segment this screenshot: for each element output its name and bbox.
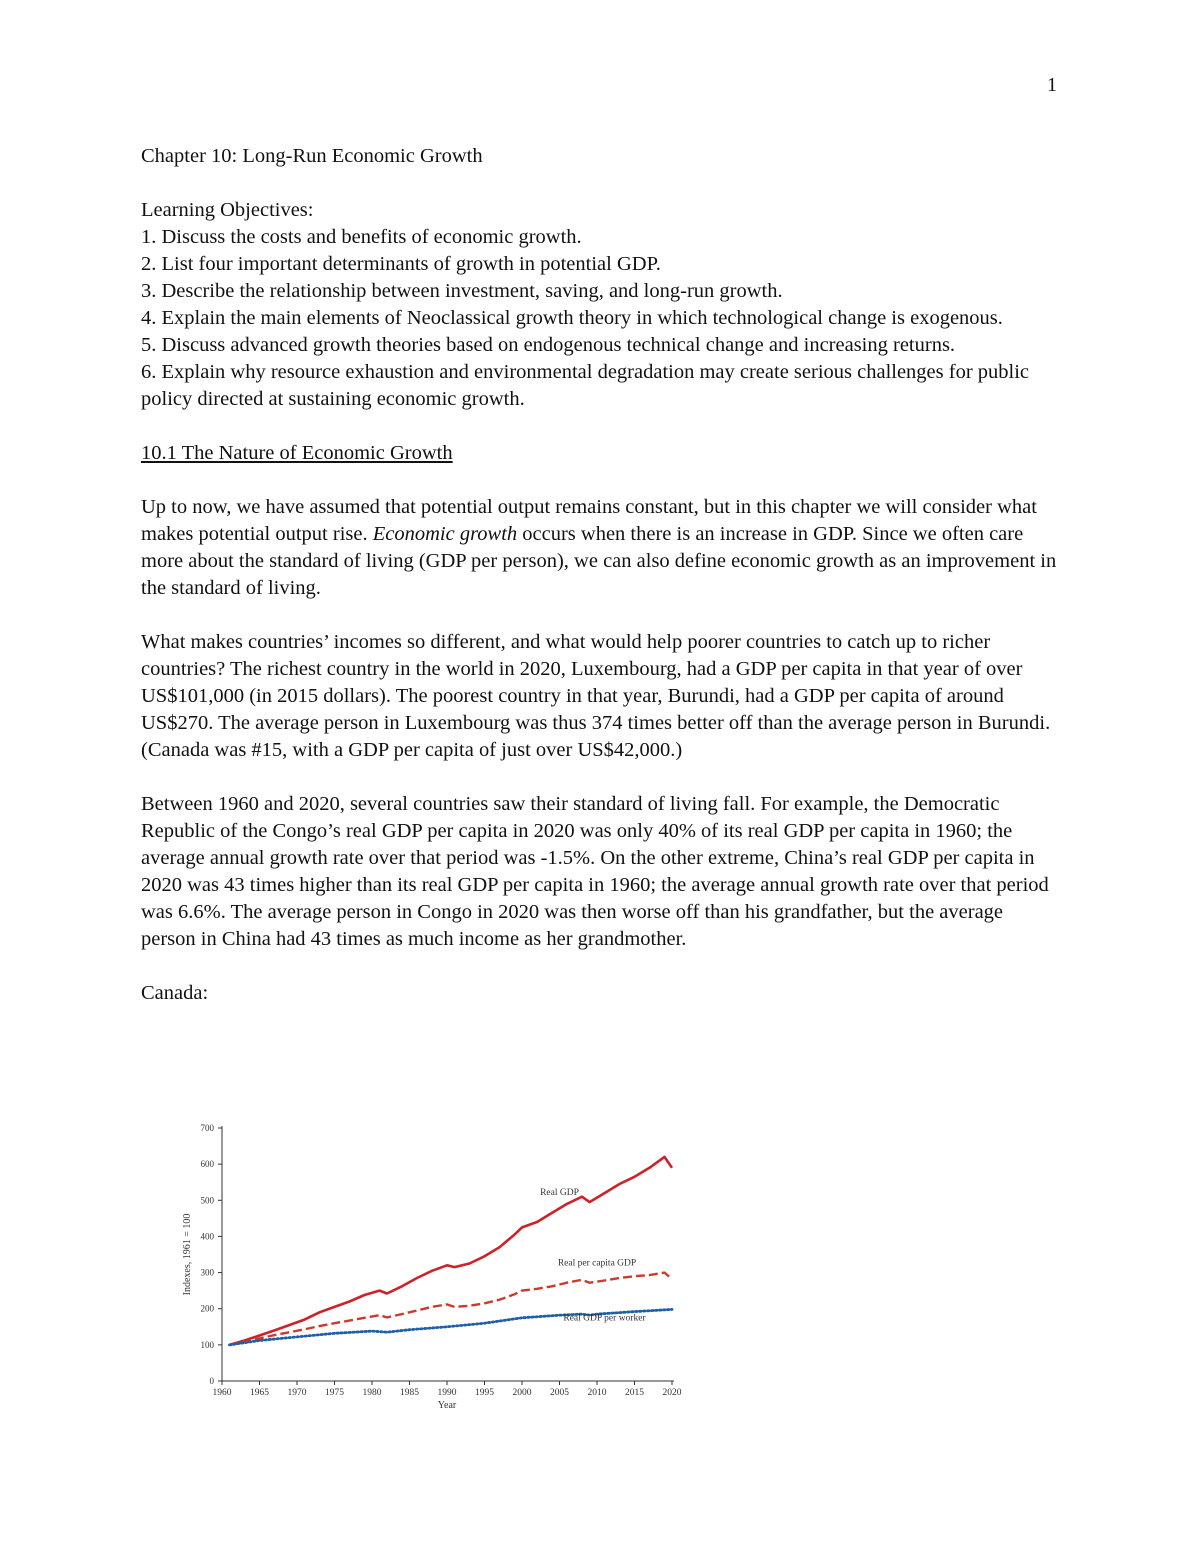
paragraph-text: Up to now, we have assumed that potential output remains constant, but in this chapter we will consider what makes potential output rise.: [141, 496, 1037, 545]
y-tick-label: 200: [200, 1303, 214, 1314]
y-tick-label: 400: [200, 1231, 214, 1242]
series-line-real-per-capita-gdp: [230, 1273, 673, 1345]
x-tick-label: 2015: [625, 1388, 644, 1398]
canada-growth-chart: [172, 1116, 692, 1416]
y-tick-label: 100: [200, 1339, 214, 1350]
chart-labels: [540, 1188, 646, 1323]
series-annotation: Real GDP: [540, 1187, 579, 1198]
paragraph-income-differences: What makes countries’ incomes so different, and what would help poorer countries to catch up to richer countries? The richest country in the world in 2020, Luxembourg, had a GDP per capita in that year of over US$101,000 (in 2015 dollars). The poorest country in that year, Burundi, had a GDP per capita of around US$270. The average person in Luxembourg was thus 374 times better off than the average person in Burundi. (Canada was #15, with a GDP per capita of just over US$42,000.): [141, 631, 1051, 761]
objective-item: 1. Discuss the costs and benefits of economic growth.: [141, 226, 582, 248]
x-tick-label: 1990: [437, 1388, 457, 1398]
series-annotation: Real GDP per worker: [563, 1313, 646, 1324]
y-tick-label: 500: [200, 1195, 214, 1206]
x-tick-label: 1970: [287, 1388, 307, 1398]
x-axis-label: Year: [437, 1400, 457, 1411]
x-tick-label: 1980: [362, 1388, 382, 1398]
x-tick-label: 2000: [512, 1388, 532, 1398]
objective-item: 6. Explain why resource exhaustion and environmental degradation may create serious challenges for public policy directed at sustaining economic growth.: [141, 361, 1030, 410]
y-axis-label: Indexes, 1961 = 100: [182, 1213, 193, 1296]
x-tick-label: 2005: [550, 1388, 569, 1398]
paragraph-growth-comparison: Between 1960 and 2020, several countries saw their standard of living fall. For example, the Democratic Republic of the Congo’s real GDP per capita in 2020 was only 40% of its real GDP per capita in 1960; the average annual growth rate over that period was -1.5%. On the other extreme, China’s real GDP per capita in 2020 was 43 times higher than its real GDP per capita in 1960; the average annual growth rate over that period was 6.6%. The average person in Congo in 2020 was then worse off than his grandfather, but the average person in China had 43 times as much income as her grandmother.: [141, 793, 1049, 950]
objective-item: 4. Explain the main elements of Neoclassical growth theory in which technological change is exogenous.: [141, 307, 1003, 329]
x-tick-label: 1975: [325, 1388, 344, 1398]
y-tick-label: 0: [209, 1376, 214, 1386]
page-number: 1: [1047, 74, 1057, 96]
term-economic-growth: Economic growth: [372, 523, 518, 545]
x-tick-label: 1985: [400, 1388, 419, 1398]
x-tick-label: 2010: [587, 1388, 607, 1398]
paragraph-text: occurs when there is an increase in GDP. Since we often care more about the standard of living (GDP per person), we can also define economic growth as an improvement in the standard of living.: [141, 523, 1057, 599]
objective-item: 3. Describe the relationship between investment, saving, and long-run growth.: [141, 280, 783, 302]
x-tick-label: 1965: [250, 1388, 269, 1398]
x-tick-label: 2020: [662, 1388, 682, 1398]
y-tick-label: 700: [200, 1123, 214, 1133]
objective-item: 2. List four important determinants of growth in potential GDP.: [141, 253, 661, 275]
x-tick-label: 1995: [475, 1388, 494, 1398]
objectives-heading: Learning Objectives:: [141, 199, 314, 221]
chapter-title: Chapter 10: Long-Run Economic Growth: [141, 145, 483, 167]
x-tick-label: 1960: [212, 1388, 232, 1398]
paragraph-economic-growth: [141, 494, 1061, 602]
y-tick-label: 300: [200, 1267, 214, 1278]
document-body: [141, 143, 1061, 1007]
chart-label: Canada:: [141, 982, 209, 1004]
objective-item: 5. Discuss advanced growth theories based on endogenous technical change and increasing returns.: [141, 334, 956, 356]
y-tick-label: 600: [200, 1159, 214, 1170]
series-annotation: Real per capita GDP: [557, 1258, 637, 1269]
section-heading: 10.1 The Nature of Economic Growth: [141, 442, 453, 464]
